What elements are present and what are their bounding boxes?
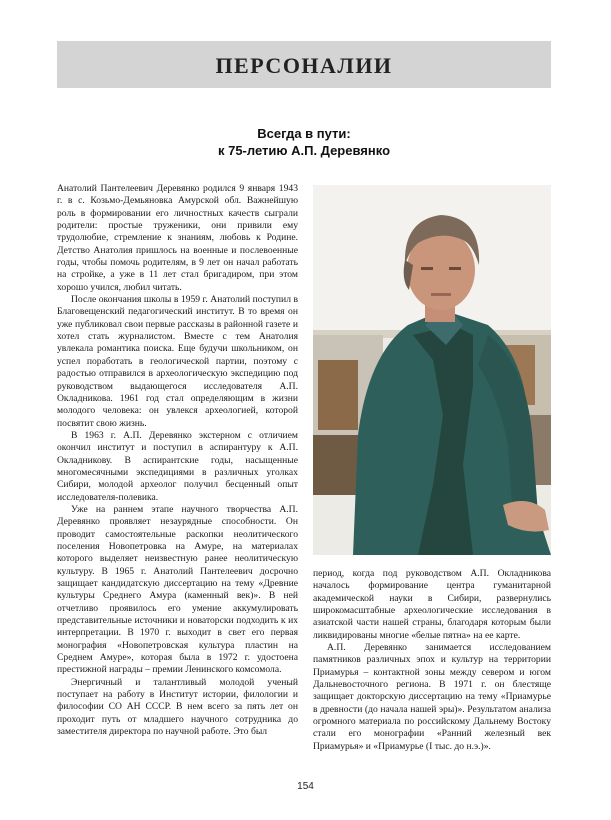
page-number: 154 — [297, 781, 314, 792]
right-text-column — [313, 568, 551, 753]
paragraph: В 1963 г. А.П. Деревянко экстерном с отличием окончил институт и поступил в аспирантуру к А.П. Окладникову. В аспирантские годы, насыщенные многомесячными экспедициями в различных уголках Сибири, молодой археолог получил бесценный опыт исследователя-полевика. — [57, 429, 298, 503]
paragraph: Уже на раннем этапе научного творчества А.П. Деревянко проявляет незаурядные способности. Он проводит самостоятельные раскопки неолитического поселения Новопетровка на Амуре, на материалах которого выделяет неизвестную ранее неолитическую культуру. В 1965 г. Анатолий Пантелеевич досрочно защищает кандидатскую диссертацию на тему «Древние культуры Среднего Амура (каменный век)». В ней отчетливо проявилось его умение аккумулировать представительные источники и новаторски подходить к их интерпретации. В 1970 г. выходит в свет его первая монография «Новопетровская культура пластин на Среднем Амуре», которая была в 1972 г. удостоена престижной награды – премии Ленинского комсомола. — [57, 503, 298, 676]
article-title-line2: к 75-летию А.П. Деревянко — [217, 143, 391, 158]
paragraph: Анатолий Пантелеевич Деревянко родился 9 января 1943 г. в с. Козьмо-Демьяновка Амурской обл. Важнейшую роль в формировании его личностных качеств сыграли родители: простые труженики, они привили ему трудолюбие, стремление к знаниям, любовь к Родине. Детство Анатолия пришлось на военные и послевоенные годы, чтобы помочь родителям, в 9 лет он начал работать на стройке, а уже в 11 лет стал бригадиром, при этом хорошо учился, любил читать. — [57, 183, 298, 293]
left-text-column — [57, 183, 298, 738]
paragraph: период, когда под руководством А.П. Окладникова началось формирование центра гуманитарной академической науки в Сибири, развернулись широкомасштабные археологические исследования в азиатской части нашей страны, благодаря которым были ликвидированы многие «белые пятна» на ее карте. — [313, 568, 551, 641]
section-title: ПЕРСОНАЛИИ — [215, 53, 393, 78]
section-header-band — [57, 41, 551, 88]
portrait-photo — [313, 185, 551, 555]
paragraph: После окончания школы в 1959 г. Анатолий поступил в Благовещенский педагогический институт. В то время он уже публиковал свои первые рассказы в районной газете и хотел стать журналистом. Вместе с тем Анатолия увлекала романтика поиска. Еще будучи школьником, он успел поработать в геологической партии, поэтому с радостью отправился в археологическую экспедицию под руководством выдающегося исследователя А.П. Окладникова. 1961 год стал определяющим в жизни молодого человека: он увлекся археологией, которой посвятит свою жизнь. — [57, 294, 298, 429]
paragraph: А.П. Деревянко занимается исследованием памятников различных эпох и культур на территории Приамурья – контактной зоны между севером и югом Дальневосточного региона. В 1971 г. он блестяще защищает докторскую диссертацию на тему «Приамурье в древности (до начала нашей эры)». Результатом анализа огромного материала по российскому Дальнему Востоку стали его монографии «Ранний железный век Приамурья» и «Приамурье (I тыс. до н.э.)». — [313, 642, 551, 752]
article-title-line1: Всегда в пути: — [257, 126, 351, 141]
paragraph: Энергичный и талантливый молодой ученый поступает на работу в Институт истории, филологии и философии СО АН СССР. В нем всего за пять лет он проходит путь от младшего научного сотрудника до заместителя директора по научной работе. Это был — [57, 676, 298, 738]
